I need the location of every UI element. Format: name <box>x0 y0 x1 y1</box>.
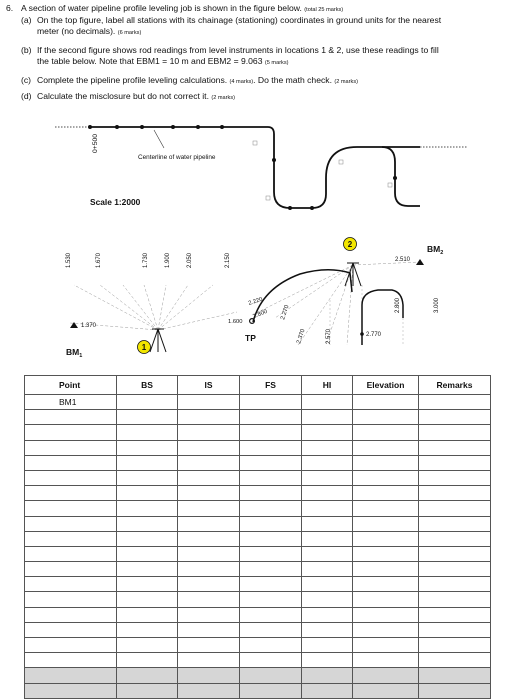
table-cell[interactable] <box>117 440 178 455</box>
table-row <box>25 607 491 622</box>
reading-1730: 1.730 <box>143 252 149 268</box>
table-cell[interactable] <box>117 516 178 531</box>
table-cell[interactable] <box>353 531 419 546</box>
setup-2-ticks <box>330 285 362 345</box>
table-cell[interactable] <box>240 516 302 531</box>
bm1-reading: 1.370 <box>81 323 97 329</box>
part-c-line1: Complete the pipeline profile leveling calculations. <box>37 75 228 85</box>
table-cell[interactable] <box>178 683 240 698</box>
table-cell[interactable] <box>302 546 353 561</box>
table-cell[interactable] <box>302 622 353 637</box>
reading-dot <box>360 332 364 336</box>
table-cell[interactable] <box>353 683 419 698</box>
reading-1900: 1.900 <box>165 252 171 268</box>
table-cell[interactable] <box>178 668 240 683</box>
table-row <box>25 395 491 410</box>
table-cell[interactable] <box>25 410 117 425</box>
pipeline-first-bend <box>255 127 274 192</box>
station-dot <box>196 125 200 129</box>
table-cell[interactable] <box>117 425 178 440</box>
table-cell[interactable] <box>353 501 419 516</box>
table-cell[interactable] <box>353 425 419 440</box>
table-row <box>25 455 491 470</box>
table-cell[interactable] <box>302 683 353 698</box>
table-cell[interactable] <box>302 668 353 683</box>
table-cell[interactable] <box>353 455 419 470</box>
pipeline-second-bend <box>326 147 420 206</box>
table-cell[interactable] <box>302 455 353 470</box>
table-cell[interactable] <box>419 501 491 516</box>
table-cell[interactable] <box>419 622 491 637</box>
part-b-id: (b) <box>21 45 32 55</box>
reading-1530: 1.530 <box>66 252 72 268</box>
table-cell[interactable] <box>25 425 117 440</box>
table-cell[interactable] <box>117 638 178 653</box>
part-b-line1: If the second figure shows rod readings from level instruments in locations 1 & 2, use these readings to fill <box>37 45 439 55</box>
table-row <box>25 638 491 653</box>
table-cell[interactable] <box>302 486 353 501</box>
table-cell[interactable] <box>353 668 419 683</box>
table-cell[interactable] <box>25 455 117 470</box>
header-fs: FS <box>240 376 302 395</box>
table-row <box>25 440 491 455</box>
table-cell[interactable] <box>240 425 302 440</box>
table-cell[interactable] <box>240 592 302 607</box>
part-d-id: (d) <box>21 91 32 101</box>
reading-2570: 2.570 <box>326 328 332 344</box>
table-cell[interactable] <box>117 607 178 622</box>
table-cell[interactable] <box>178 638 240 653</box>
table-cell[interactable] <box>302 501 353 516</box>
bm2-label: $BM_2$ <box>427 244 444 256</box>
table-cell[interactable] <box>178 395 240 410</box>
table-cell[interactable] <box>419 683 491 698</box>
table-cell[interactable] <box>419 562 491 577</box>
table-cell[interactable] <box>240 607 302 622</box>
table-cell[interactable] <box>117 531 178 546</box>
table-cell[interactable] <box>178 501 240 516</box>
table-row <box>25 562 491 577</box>
table-cell[interactable] <box>25 607 117 622</box>
table-cell[interactable] <box>240 470 302 485</box>
table-cell[interactable] <box>353 638 419 653</box>
table-cell[interactable] <box>419 410 491 425</box>
table-cell[interactable] <box>117 622 178 637</box>
tp-reading-1600: 1.600 <box>228 319 243 325</box>
table-cell[interactable] <box>178 455 240 470</box>
part-a-id: (a) <box>21 15 32 25</box>
part-c-marks: (4 marks) <box>229 79 254 85</box>
table-cell[interactable] <box>302 562 353 577</box>
table-cell[interactable] <box>419 425 491 440</box>
table-cell[interactable] <box>178 425 240 440</box>
bm2-triangle <box>416 259 424 265</box>
table-row <box>25 653 491 668</box>
reading-3000: 3.000 <box>434 297 440 313</box>
instrument-setup-2 <box>345 263 361 286</box>
table-cell[interactable] <box>353 395 419 410</box>
table-cell[interactable] <box>353 607 419 622</box>
table-cell[interactable] <box>25 501 117 516</box>
part-c-marks2: (2 marks) <box>334 79 358 85</box>
table-row <box>25 531 491 546</box>
table-row <box>25 501 491 516</box>
table-row <box>25 622 491 637</box>
table-cell[interactable] <box>240 653 302 668</box>
station-dot <box>115 125 119 129</box>
part-d-line1: Calculate the misclosure but do not correct it. <box>37 91 209 101</box>
table-cell[interactable] <box>419 653 491 668</box>
table-cell[interactable] <box>353 653 419 668</box>
table-cell[interactable] <box>25 592 117 607</box>
table-cell[interactable] <box>117 562 178 577</box>
table-cell[interactable] <box>178 546 240 561</box>
table-cell[interactable] <box>25 653 117 668</box>
part-b-marks: (5 marks) <box>264 60 289 66</box>
table-cell[interactable] <box>302 410 353 425</box>
table-cell[interactable] <box>419 470 491 485</box>
table-cell[interactable] <box>117 683 178 698</box>
bm1-label: $BM_1$ <box>66 347 83 359</box>
table-cell[interactable] <box>419 546 491 561</box>
table-cell[interactable] <box>302 470 353 485</box>
table-cell[interactable] <box>240 577 302 592</box>
table-cell[interactable] <box>302 577 353 592</box>
table-cell[interactable] <box>178 440 240 455</box>
reading-2150: 2.150 <box>225 252 231 268</box>
table-cell[interactable] <box>240 668 302 683</box>
station-dot <box>310 206 314 210</box>
part-a-marks: (6 marks) <box>117 30 142 36</box>
station-dot <box>393 176 397 180</box>
table-cell[interactable] <box>117 653 178 668</box>
station-dot <box>288 206 292 210</box>
table-cell[interactable] <box>302 440 353 455</box>
readings-setup-2 <box>280 297 440 344</box>
centerline-label: Centerline of water pipeline <box>138 154 216 161</box>
table-cell[interactable] <box>240 395 302 410</box>
table-cell[interactable] <box>117 668 178 683</box>
table-cell[interactable] <box>178 607 240 622</box>
table-cell[interactable] <box>240 622 302 637</box>
question-number: 6. <box>6 3 14 13</box>
table-cell[interactable] <box>302 638 353 653</box>
start-station-label: 0+500 <box>92 133 99 153</box>
setup-1-number: 1 <box>141 343 147 352</box>
table-cell[interactable] <box>178 470 240 485</box>
question-stem-text: A section of water pipeline profile leveling job is shown in the figure below. <box>21 3 302 13</box>
table-row <box>25 546 491 561</box>
table-cell[interactable] <box>117 455 178 470</box>
table-cell[interactable] <box>25 546 117 561</box>
table-cell[interactable] <box>240 562 302 577</box>
table-cell[interactable] <box>117 395 178 410</box>
table-cell[interactable] <box>353 516 419 531</box>
table-cell[interactable] <box>302 425 353 440</box>
table-cell[interactable] <box>240 486 302 501</box>
header-elevation: Elevation <box>353 376 419 395</box>
table-row <box>25 486 491 501</box>
part-b-line2: the table below. Note that EBM1 = 10 m and EBM2 = 9.063 <box>37 56 263 66</box>
table-row <box>25 668 491 683</box>
table-cell[interactable] <box>353 622 419 637</box>
table-cell[interactable] <box>419 440 491 455</box>
table-cell[interactable] <box>25 531 117 546</box>
table-cell[interactable] <box>25 577 117 592</box>
reading-2770: 2.770 <box>366 332 382 338</box>
table-cell[interactable] <box>419 577 491 592</box>
tp-reading-1800: 1.800 <box>252 308 269 320</box>
table-cell[interactable] <box>178 410 240 425</box>
bm2-reading: 2.510 <box>395 257 411 263</box>
table-cell[interactable] <box>302 653 353 668</box>
table-cell[interactable] <box>419 668 491 683</box>
scale-label: Scale 1:2000 <box>90 197 141 207</box>
reading-2370: 2.370 <box>296 328 307 345</box>
table-cell[interactable] <box>302 395 353 410</box>
setup-2-number: 2 <box>347 240 353 249</box>
table-cell[interactable] <box>178 562 240 577</box>
table-cell[interactable] <box>302 516 353 531</box>
pipeline-figure <box>55 127 468 208</box>
table-cell[interactable] <box>25 638 117 653</box>
corner-marker <box>388 183 392 187</box>
table-cell[interactable] <box>240 410 302 425</box>
table-cell[interactable] <box>419 638 491 653</box>
station-dot <box>272 158 276 162</box>
table-cell[interactable] <box>178 622 240 637</box>
table-cell[interactable] <box>117 592 178 607</box>
part-a-line1: On the top figure, label all stations with its chainage (stationing) coordinates in ground units for the nearest <box>37 15 442 25</box>
table-body <box>25 395 491 699</box>
table-cell[interactable] <box>25 622 117 637</box>
table-cell[interactable] <box>25 486 117 501</box>
table-cell[interactable] <box>117 410 178 425</box>
table-cell[interactable] <box>240 546 302 561</box>
table-cell[interactable] <box>240 638 302 653</box>
table-row <box>25 516 491 531</box>
table-cell[interactable] <box>25 668 117 683</box>
station-dot <box>171 125 175 129</box>
table-cell[interactable] <box>178 653 240 668</box>
table-row <box>25 683 491 698</box>
header-remarks: Remarks <box>419 376 491 395</box>
table-cell[interactable] <box>419 455 491 470</box>
table-header-row <box>25 376 491 395</box>
table-cell[interactable] <box>178 516 240 531</box>
centerline-leader <box>154 130 164 148</box>
pipeline-lower-bend <box>274 178 326 208</box>
table-cell[interactable] <box>302 607 353 622</box>
part-c-after: . Do the math check. <box>253 75 332 85</box>
table-cell[interactable] <box>302 531 353 546</box>
table-cell[interactable]: BM1 <box>25 395 117 410</box>
reading-2270: 2.270 <box>280 304 291 321</box>
table-cell[interactable] <box>117 486 178 501</box>
station-dot <box>88 125 92 129</box>
table-row <box>25 470 491 485</box>
corner-marker <box>339 160 343 164</box>
table-cell[interactable] <box>419 395 491 410</box>
table-cell[interactable] <box>353 486 419 501</box>
reading-1670: 1.670 <box>96 252 102 268</box>
table-cell[interactable] <box>419 607 491 622</box>
readings-setup-1 <box>66 252 231 268</box>
part-a-line2: meter (no decimals). <box>37 26 116 36</box>
corner-marker <box>266 196 270 200</box>
header-point: Point <box>25 376 117 395</box>
header-bs: BS <box>117 376 178 395</box>
reading-2050: 2.050 <box>187 252 193 268</box>
table-cell[interactable] <box>178 531 240 546</box>
table-cell[interactable] <box>178 592 240 607</box>
table-cell[interactable] <box>178 577 240 592</box>
tp-label: TP <box>245 333 256 343</box>
question-stem-marks: (total 25 marks) <box>304 7 344 13</box>
station-dot <box>220 125 224 129</box>
table-cell[interactable] <box>419 486 491 501</box>
table-row <box>25 592 491 607</box>
table-cell[interactable] <box>240 683 302 698</box>
instrument-setup-1 <box>150 329 166 352</box>
table-cell[interactable] <box>419 516 491 531</box>
table-cell[interactable] <box>178 486 240 501</box>
table-cell[interactable] <box>25 470 117 485</box>
part-d-marks: (2 marks) <box>211 95 235 101</box>
table-cell[interactable] <box>240 440 302 455</box>
table-cell[interactable] <box>240 531 302 546</box>
table-cell[interactable] <box>353 470 419 485</box>
table-cell[interactable] <box>25 516 117 531</box>
table-cell[interactable] <box>302 592 353 607</box>
table-cell[interactable] <box>419 592 491 607</box>
part-c-id: (c) <box>21 75 32 85</box>
tp-reading-2220: 2.220 <box>247 296 264 307</box>
table-cell[interactable] <box>353 410 419 425</box>
table-cell[interactable] <box>353 440 419 455</box>
table-cell[interactable] <box>353 546 419 561</box>
station-dot <box>140 125 144 129</box>
table-cell[interactable] <box>25 562 117 577</box>
reading-2800: 2.800 <box>395 297 401 313</box>
table-cell[interactable] <box>117 501 178 516</box>
table-cell[interactable] <box>117 470 178 485</box>
table-cell[interactable] <box>25 683 117 698</box>
header-hi: HI <box>302 376 353 395</box>
header-is: IS <box>178 376 240 395</box>
table-cell[interactable] <box>419 531 491 546</box>
table-cell[interactable] <box>117 546 178 561</box>
table-cell[interactable] <box>117 577 178 592</box>
table-row <box>25 410 491 425</box>
table-cell[interactable] <box>240 501 302 516</box>
table-cell[interactable] <box>353 592 419 607</box>
table-row <box>25 425 491 440</box>
table-cell[interactable] <box>25 440 117 455</box>
level-figure <box>66 238 443 360</box>
table-cell[interactable] <box>353 562 419 577</box>
table-cell[interactable] <box>240 455 302 470</box>
leveling-table <box>24 375 491 699</box>
table-cell[interactable] <box>353 577 419 592</box>
corner-marker <box>253 141 257 145</box>
table-row <box>25 577 491 592</box>
